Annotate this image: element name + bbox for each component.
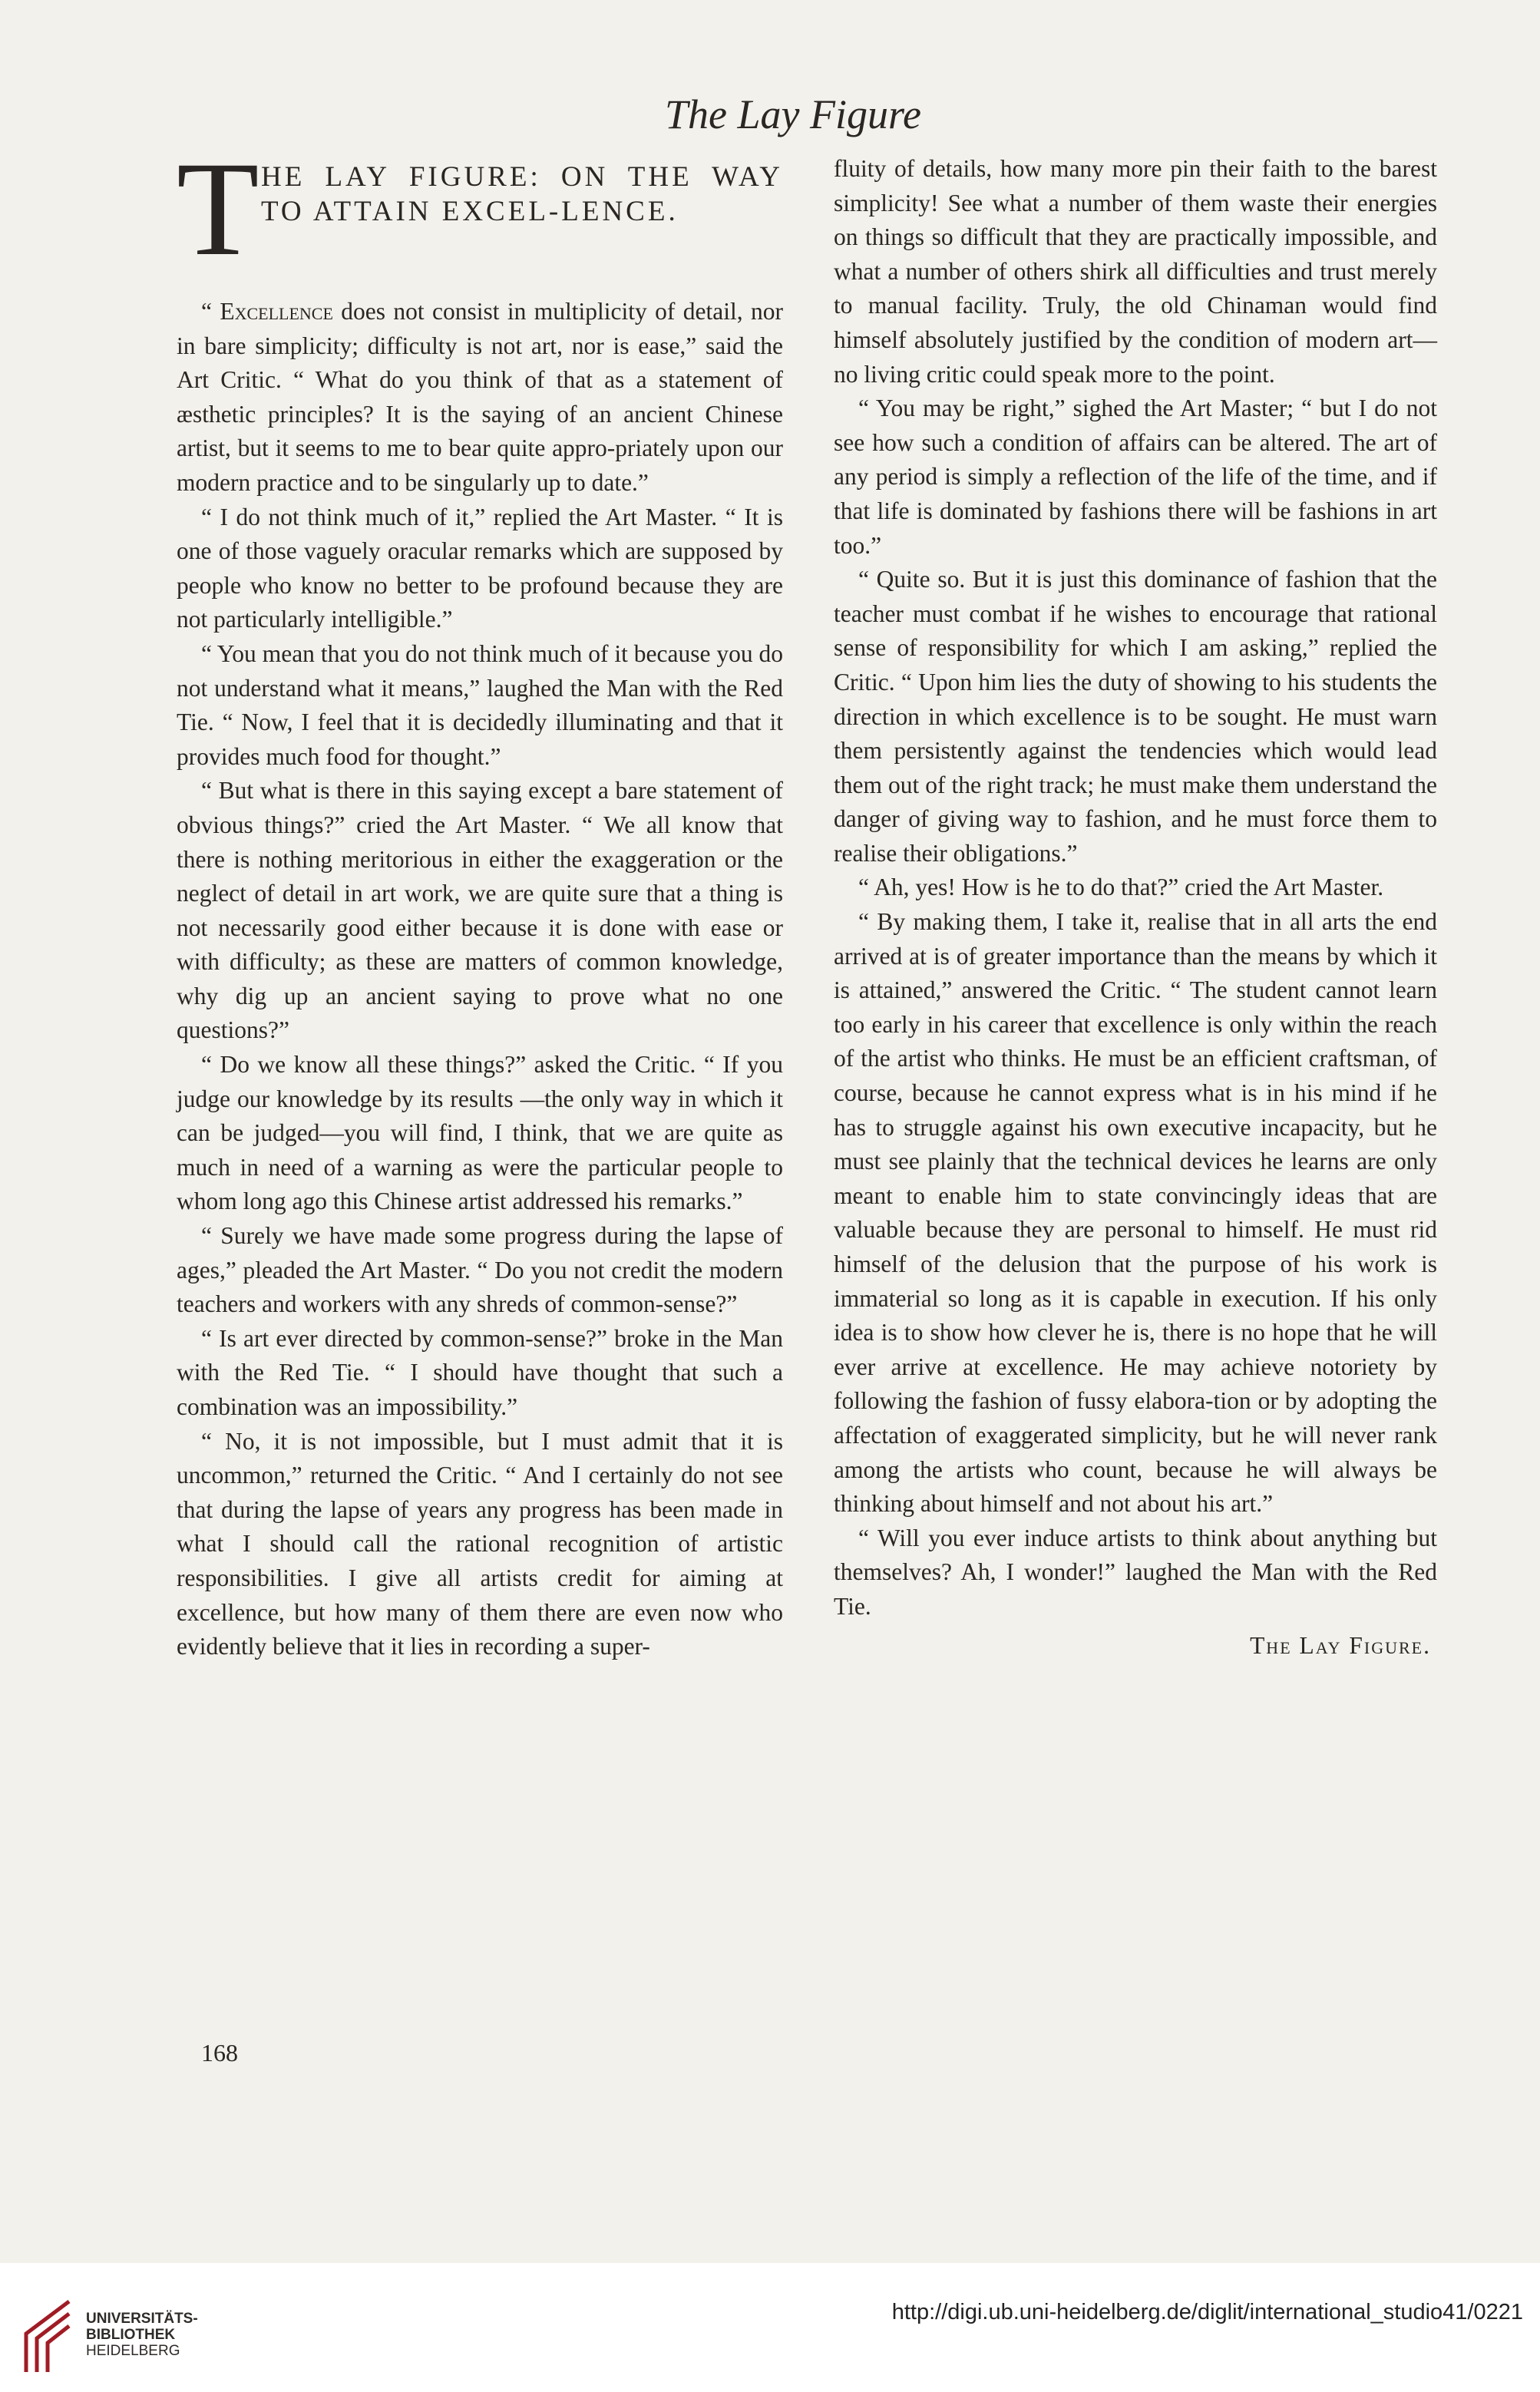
library-line-3: HEIDELBERG [86,2343,180,2359]
paragraph-text: “ By making them, I take it, realise that in all arts the end arrived at is of greater importance than the means by which it is attained,” answered the Critic. “ The student cannot learn too early in his career that excellence is only within the reach of the artist who thinks. He must be an efficient craftsman, of course, because he cannot express what is in his mind if he has to struggle against his own executive incapacity, but he must see plainly that the technical devices he learns are only meant to enable him to state convincingly ideas that are valuable because they are personal to himself. He must rid himself of the delusion that the purpose of his work is immaterial so long as it is capable in execution. If his only idea is to show how clever he is, there is no hope that he will ever arrive at excellence. He may achieve notoriety by following the fashion of fussy elabora-tion or by adopting the affectation of exaggerated simplicity, but he will never rank among the artists who count, because he will always be thinking about himself and not about his art.” [834,908,1437,1518]
paragraph-text: does not consist in multiplicity of detail, nor in bare simplicity; difficulty is not art, nor is ease,” said the Art Critic. “ What do you think of that as a statement of æsthetic principles? It is the saying of an ancient Chinese artist, but it seems to me to bear quite appro-priately upon our modern practice and to be singularly up to date.” [177,298,783,496]
paragraph [834,152,1437,392]
article-title [177,134,783,289]
paragraph [177,295,783,501]
paragraph [177,1322,783,1425]
paragraph [177,637,783,774]
source-url-link[interactable]: http://digi.ub.uni-heidelberg.de/diglit/international_studio41/0221 [891,2300,1523,2324]
paragraph [834,392,1437,563]
right-column [834,152,1437,1663]
paragraph [834,871,1437,905]
paragraph-text: fluity of details, how many more pin their faith to the barest simplicity! See what a number of them waste their energies on things so difficult that they are practically impossible, and what a number of others shirk all difficulties and trust merely to manual facility. Truly, the old Chinaman would find himself absolutely justified by the condition of modern art—no living critic could speak more to the point. [834,155,1437,388]
library-logo-icon [15,2295,77,2380]
paragraph [834,563,1437,871]
title-text: HE LAY FIGURE: ON THE WAY TO ATTAIN EXCEL-LENCE. [261,161,783,227]
paragraph [177,774,783,1048]
paragraph-text: “ I do not think much of it,” replied the Art Master. “ It is one of those vaguely oracular remarks which are supposed by people who know no better to be profound because they are not particularly intelligible.” [177,503,783,633]
left-paragraphs [177,295,783,1664]
footer-bar [0,2263,1540,2392]
lead-words: “ Excellence [201,298,333,325]
running-head: The Lay Figure [665,91,921,137]
left-column [177,134,783,1664]
paragraph [834,1521,1437,1624]
paragraph-text: “ You mean that you do not think much of it because you do not understand what it means,” laughed the Man with the Red Tie. “ Now, I feel that it is decidedly illuminating and that it provides much food for thought.” [177,639,783,770]
paragraph [177,1048,783,1219]
signature: The Lay Figure. [1250,1631,1431,1659]
paragraph-text: “ Will you ever induce artists to think about anything but themselves? Ah, I wonder!” laughed the Man with the Red Tie. [834,1524,1437,1620]
paragraph-text: “ Quite so. But it is just this dominance of fashion that the teacher must combat if he wishes to encourage that rational sense of responsibility for which I am asking,” replied the Critic. “ Upon him lies the duty of showing to his students the direction in which excellence is to be sought. He must warn them persistently against the tendencies which would lead them out of the right track; he must make them understand the danger of giving way to fashion, and he must force them to realise their obligations.” [834,566,1437,867]
library-line-1: UNIVERSITÄTS- [86,2311,198,2327]
paragraph-text: “ But what is there in this saying except a bare statement of obvious things?” cried the Art Master. “ We all know that there is nothing meritorious in either the exaggeration or the neglect of detail in art work, we are quite sure that a thing is not necessarily good either because it is done with ease or with difficulty; as these are matters of common knowledge, why dig up an ancient saying to prove what no one questions?” [177,777,783,1044]
page-number: 168 [201,2039,238,2067]
library-name [86,2311,198,2359]
paragraph-text: “ Is art ever directed by common-sense?” broke in the Man with the Red Tie. “ I should have thought that such a combination was an impossibility.” [177,1324,783,1420]
right-paragraphs [834,152,1437,1624]
paragraph-text: “ Surely we have made some progress during the lapse of ages,” pleaded the Art Master. “ Do you not credit the modern teachers and workers with any shreds of common-sense?” [177,1222,783,1318]
drop-cap: T [177,134,259,284]
paragraph-text: “ No, it is not impossible, but I must admit that it is uncommon,” returned the Critic. “ And I certainly do not see that during the lapse of years any progress has been made in what I should call the rational recognition of artistic responsibilities. I give all artists credit for aiming at excellence, but how many of them there are even now who evidently believe that it lies in recording a super- [177,1427,783,1660]
library-line-2: BIBLIOTHEK [86,2327,176,2343]
paragraph-text: “ You may be right,” sighed the Art Master; “ but I do not see how such a condition of affairs can be altered. The art of any period is simply a reflection of the life of the time, and if that life is dominated by fashions there will be fashions in art too.” [834,395,1437,559]
paragraph [177,1219,783,1322]
paragraph [834,905,1437,1521]
paragraph-text: “ Do we know all these things?” asked the Critic. “ If you judge our knowledge by its results —the only way in which it can be judged—you will find, I think, that we are quite as much in need of a warning as were the particular people to whom long ago this Chinese artist addressed his remarks.” [177,1051,783,1215]
paragraph [177,501,783,637]
paragraph-text: “ Ah, yes! How is he to do that?” cried the Art Master. [858,874,1384,901]
paragraph [177,1425,783,1664]
